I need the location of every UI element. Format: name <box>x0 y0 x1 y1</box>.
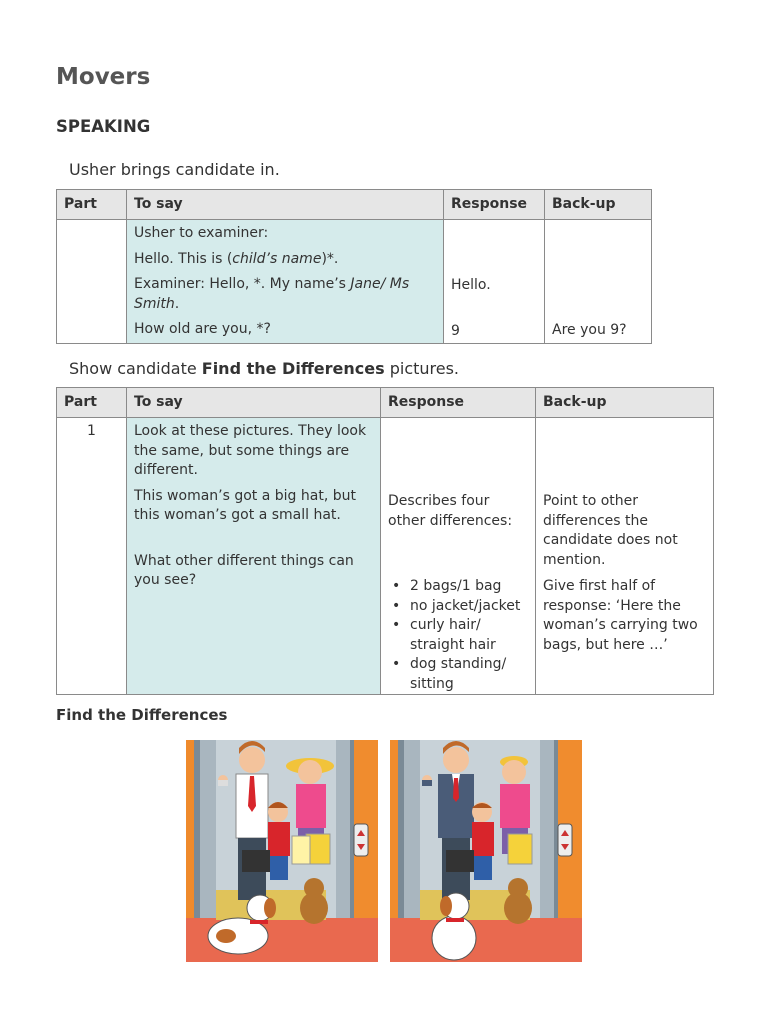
to-say-line: Hello. This is (child’s name)*. <box>134 250 339 267</box>
table-header-row <box>57 190 652 220</box>
picture-b <box>390 740 582 962</box>
table-header-row <box>57 388 714 418</box>
table-find-differences <box>56 387 714 695</box>
to-say-cell <box>127 220 444 344</box>
backup-cell <box>536 418 714 695</box>
list-item: • no jacket/jacket <box>410 597 528 617</box>
list-item: • 2 bags/1 bag <box>410 577 528 597</box>
table-row <box>57 418 714 695</box>
part-cell <box>57 220 127 344</box>
response-hello: Hello. <box>451 277 491 293</box>
section-heading: SPEAKING <box>56 117 151 136</box>
table-row <box>57 220 652 344</box>
to-say-line: Examiner: Hello, *. My name’s Jane/ Ms Smith. <box>134 276 410 312</box>
differences-list <box>388 577 528 694</box>
instruction-show-pictures: Show candidate Find the Differences pictures. <box>69 359 460 378</box>
response-describes: Describes four other differences: <box>388 493 513 529</box>
to-say-cell <box>127 418 381 695</box>
header-backup: Back-up <box>545 190 652 220</box>
backup-age: Are you 9? <box>552 322 627 338</box>
header-response: Response <box>444 190 545 220</box>
lift-buttons <box>354 824 368 856</box>
list-item: • dog standing/ sitting <box>410 655 528 694</box>
to-say-line: Look at these pictures. They look the same, but some things are different. <box>134 423 367 478</box>
lift-scene-illustration-b <box>390 740 582 962</box>
header-part: Part <box>57 190 127 220</box>
response-cell <box>381 418 536 695</box>
lift-scene-illustration-a <box>186 740 378 962</box>
header-backup: Back-up <box>536 388 714 418</box>
header-part: Part <box>57 388 127 418</box>
page-title: Movers <box>56 64 151 90</box>
to-say-line: Usher to examiner: <box>134 225 269 241</box>
to-say-line: What other different things can you see? <box>134 552 354 588</box>
backup-cell <box>545 220 652 344</box>
header-to-say: To say <box>127 190 444 220</box>
backup-first-half: Give first half of response: ‘Here the woman’s carrying two bags, but here …’ <box>543 578 698 653</box>
response-age: 9 <box>451 322 460 339</box>
instruction-usher: Usher brings candidate in. <box>69 160 280 179</box>
response-cell <box>444 220 545 344</box>
picture-a <box>186 740 378 962</box>
backup-point: Point to other differences the candidate does not mention. <box>543 493 678 568</box>
figure-heading: Find the Differences <box>56 706 228 724</box>
lift-buttons <box>558 824 572 856</box>
to-say-line: This woman’s got a big hat, but this woman’s got a small hat. <box>134 487 356 523</box>
to-say-line: How old are you, *? <box>134 321 271 337</box>
header-response: Response <box>381 388 536 418</box>
header-to-say: To say <box>127 388 381 418</box>
part-cell: 1 <box>57 418 127 695</box>
table-usher <box>56 189 652 344</box>
list-item: • curly hair/ straight hair <box>410 616 528 655</box>
floor <box>390 918 582 962</box>
